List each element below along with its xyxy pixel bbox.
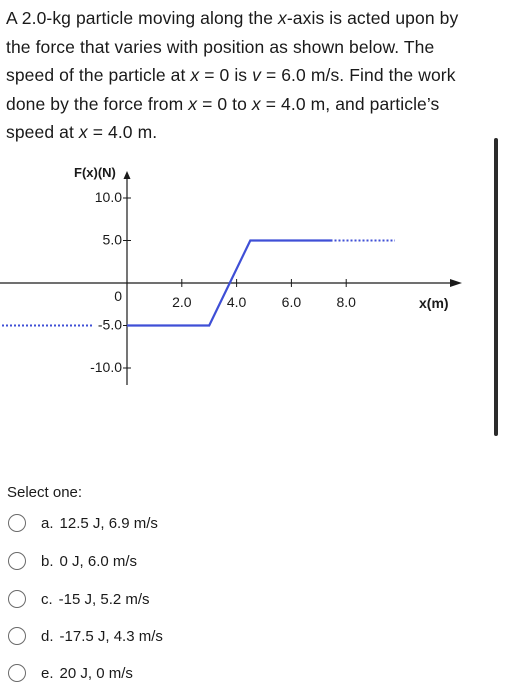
x-tick-label: 8.0	[336, 294, 356, 310]
option-c[interactable]	[8, 584, 150, 614]
option-b[interactable]	[8, 546, 137, 576]
y-tick-label: 5.0	[102, 231, 122, 248]
option-text: 20 J, 0 m/s	[59, 664, 133, 682]
option-letter: d.	[41, 627, 54, 645]
question-variable: x	[278, 8, 287, 28]
x-tick-label: 6.0	[281, 294, 302, 310]
option-e[interactable]	[8, 658, 133, 688]
radio-button[interactable]	[8, 552, 26, 570]
question-text-part: = 6.0 m/s. Find the work done by the force from	[6, 65, 456, 114]
option-letter: a.	[41, 514, 54, 532]
option-d[interactable]	[8, 621, 163, 651]
question-text-part: -axis is acted upon by the force that varies with position as shown below. The speed of the particle at	[6, 8, 459, 85]
question-variable: x	[188, 93, 198, 114]
select-one-label: Select one:	[7, 484, 83, 501]
force-position-graph	[0, 160, 470, 400]
option-letter: e.	[41, 664, 54, 682]
option-text: -15 J, 5.2 m/s	[58, 590, 150, 608]
radio-button[interactable]	[8, 590, 26, 608]
option-letter: b.	[41, 552, 54, 570]
y-tick-label: 10.0	[94, 189, 122, 205]
x-tick-label: 4.0	[226, 294, 247, 310]
radio-button[interactable]	[8, 514, 26, 532]
question-text-part: = 0 is	[199, 65, 253, 85]
question-text-part: = 0 to	[197, 93, 252, 114]
y-axis-arrow	[124, 171, 131, 179]
question-variable: x	[251, 93, 261, 114]
scrollbar[interactable]	[494, 138, 498, 436]
question-text	[6, 4, 486, 147]
ticks	[90, 189, 356, 375]
question-text-part: A 2.0-kg particle moving along the	[6, 8, 278, 28]
option-letter: c.	[41, 590, 53, 608]
radio-button[interactable]	[8, 627, 26, 645]
x-tick-label: 2.0	[172, 294, 192, 310]
x-axis-label: x(m)	[419, 295, 449, 311]
option-text: -17.5 J, 4.3 m/s	[59, 627, 163, 645]
question-variable: x	[190, 65, 200, 85]
option-a[interactable]	[8, 508, 158, 538]
y-tick-label: 0	[114, 288, 122, 304]
option-text: 12.5 J, 6.9 m/s	[59, 514, 158, 532]
question-text-part: = 4.0 m.	[87, 122, 158, 142]
y-axis-label: F(x)(N)	[74, 165, 116, 180]
y-tick-label: -5.0	[97, 316, 122, 333]
option-text: 0 J, 6.0 m/s	[59, 552, 138, 570]
question-variable: v	[252, 65, 261, 85]
x-axis-arrow	[450, 279, 462, 287]
question-text-part: = 4.0 m, and particle’s speed at	[6, 93, 440, 142]
y-tick-label: -10.0	[90, 359, 122, 375]
question-variable: x	[78, 122, 88, 142]
radio-button[interactable]	[8, 664, 26, 682]
